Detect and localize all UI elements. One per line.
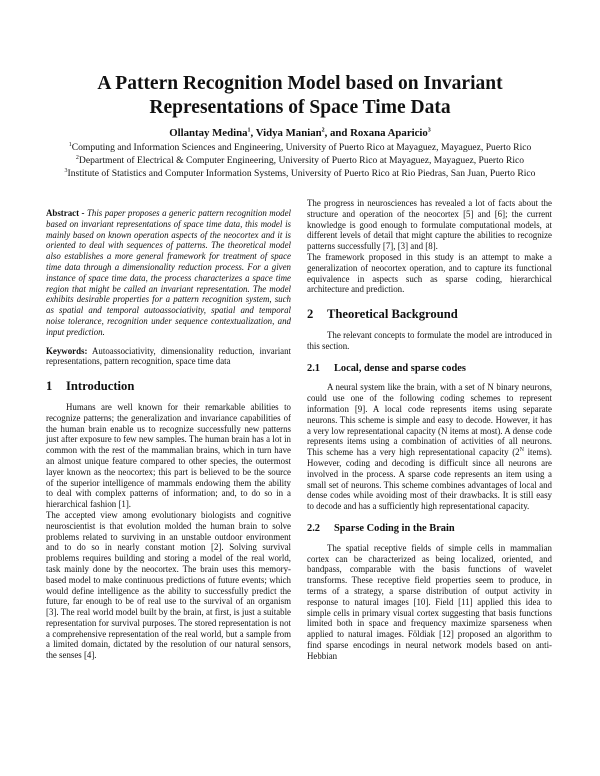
affiliation-3-text: Institute of Statistics and Computer Information Systems, University of Puerto Rico at Rio Piedras, San Juan, Puerto Rico — [67, 168, 536, 179]
section-2-number: 2 — [307, 307, 314, 322]
title-line-1: A Pattern Recognition Model based on Invariant — [97, 73, 503, 94]
section-2-2-number: 2.2 — [307, 522, 320, 534]
keywords-text: Autoassociativity, dimensionality reduction, invariant representations, pattern recognition, space time data — [46, 345, 291, 367]
keywords — [46, 346, 291, 368]
section-2-2-heading — [307, 524, 552, 535]
section-2-intro: The relevant concepts to formulate the model are introduced in this section. — [307, 329, 552, 351]
section-1-title: Introduction — [66, 379, 135, 394]
abstract-text: This paper proposes a generic pattern recognition model based on invariant representations of space time data, this model is mainly based on known operation aspects of the neocortex and it is oriented to deal with sequences of patterns. The theoretical model also establishes a more general framework for treatment of space time data through a dimensionality reduction process. For a given instance of space time data, the process characterizes a space time region that might be called an invariant representation. The model exhibits desirable properties for a pattern recognition system, such as spatial and temporal autoassociativity, spatial and temporal noise tolerance, recognition under sequence contextualization, and input prediction. — [46, 208, 291, 337]
author-3-sup: 3 — [427, 127, 431, 134]
right-column — [307, 198, 552, 661]
author-list — [40, 127, 560, 139]
affiliation-3 — [60, 168, 540, 180]
section-2-2-title: Sparse Coding in the Brain — [334, 522, 455, 534]
abstract-lead: Abstract - — [46, 208, 85, 218]
section-2-title: Theoretical Background — [327, 307, 458, 322]
author-2-sup: 2 — [321, 127, 325, 134]
affiliation-1 — [40, 142, 560, 154]
affiliation-2-sup: 2 — [75, 154, 79, 161]
author-1: Ollantay Medina — [169, 127, 248, 139]
affiliation-1-text: Computing and Information Sciences and Engineering, University of Puerto Rico at Mayaguez, Mayaguez, Puerto Rico — [71, 142, 532, 153]
section-2-1-paragraph — [307, 382, 552, 512]
affiliation-3-sup: 3 — [64, 167, 68, 174]
left-column — [46, 208, 291, 661]
author-3: , and Roxana Aparicio — [324, 127, 428, 139]
codes-text-b: items). However, coding and decoding is difficult since all neurons are involved in the process. A sparse code represents an item using a small set of neurons. This scheme combines advantages of local and dense codes while avoiding most of their drawbacks. It is still easy to decode and has a sufficiently high representational capacity. — [307, 447, 552, 512]
section-2-1-heading — [307, 364, 552, 375]
author-2: , Vidya Manian — [250, 127, 322, 139]
codes-sup-n: N — [519, 447, 524, 454]
progress-paragraph: The progress in neurosciences has revealed a lot of facts about the structure and operation of the neocortex [5] and [6]; the current knowledge is good enough to formulate computational models, at different levels of detail that might capture the abilities to recognize patterns successfully [7], [3] and [8]. — [307, 198, 552, 252]
affiliation-1-sup: 1 — [68, 141, 72, 148]
section-2-1-title: Local, dense and sparse codes — [334, 362, 466, 374]
intro-paragraph-2: The accepted view among evolutionary biologists and cognitive neuroscientist is that evolution molded the human brain to solve problems related to surviving in an unstable outdoor environment and to do so in nearly constant motion [2]. Solving survival problems requires building and storing a model of the real world, task mainly done by the neocortex. The brain uses this memory-based model to make continuous predictions of future events; which would define intelligence as the ability to successfully predict the future, far enough to be of real use to the survival of an organism [3]. The real world model built by the brain, at first, is just a suitable representation for survival purposes. The stored representation is not a comprehensive representation of the real world, but a sample from a limited domain, dictated by the resolution of our natural sensors, the senses [4]. — [46, 509, 291, 661]
abstract — [46, 208, 291, 338]
affiliation-2 — [40, 155, 560, 167]
framework-paragraph: The framework proposed in this study is an attempt to make a generalization of neocortex operation, and to capture its functional equivalence in aspects such as sparse coding, hierarchical architecture and prediction. — [307, 251, 552, 295]
title-line-2: Representations of Space Time Data — [149, 97, 451, 118]
author-1-sup: 1 — [247, 127, 251, 134]
keywords-lead: Keywords: — [46, 345, 88, 356]
codes-text-a: A neural system like the brain, with a set of N binary neurons, could use one of the following coding schemes to represent information [9]. A local code represents items using separate neurons. This scheme is simple and easy to decode. However, it has a very low representational capacity (N items at most). A dense code represents items using a combination of activities of all neurons. This scheme has a very high representational capacity (2 — [307, 382, 552, 458]
section-2-2-paragraph: The spatial receptive fields of simple cells in mammalian cortex can be characterized as being localized, oriented, and bandpass, comparable with the basis functions of wavelet transforms. These receptive field properties seem to produce, in terms of a strategy, a sparse distribution of output activity in response to natural images [10]. Field [11] applied this idea to simple cells in primary visual cortex suggesting that basis functions limited both in space and frequency maximize sparseness when applied to natural images. Földiak [12] proposed an algorithm to find sparse encodings in neural network models based on anti-Hebbian — [307, 542, 552, 661]
section-2-heading — [307, 309, 552, 320]
affiliation-2-text: Department of Electrical & Computer Engineering, University of Puerto Rico at Mayaguez, Mayaguez, Puerto Rico — [78, 155, 525, 166]
section-1-heading — [46, 381, 291, 392]
section-2-1-number: 2.1 — [307, 362, 320, 374]
intro-paragraph-1: Humans are well known for their remarkable abilities to recognize patterns; the generalization and invariance capabilities of the human brain enable us to recognize successfully new patterns just after exposure to few new samples. The human brain has a lot in common with the rest of the mammalian brains, which in turn have an almost unique feature compared to other species, the outermost layer known as the neocortex; this part is believed to be the source of the superior intelligence of mammals endowing them the ability to deal with complex patterns of information; and, to do so in a hierarchical fashion [1]. — [46, 401, 291, 510]
section-1-number: 1 — [46, 379, 53, 394]
paper-title — [40, 72, 560, 120]
